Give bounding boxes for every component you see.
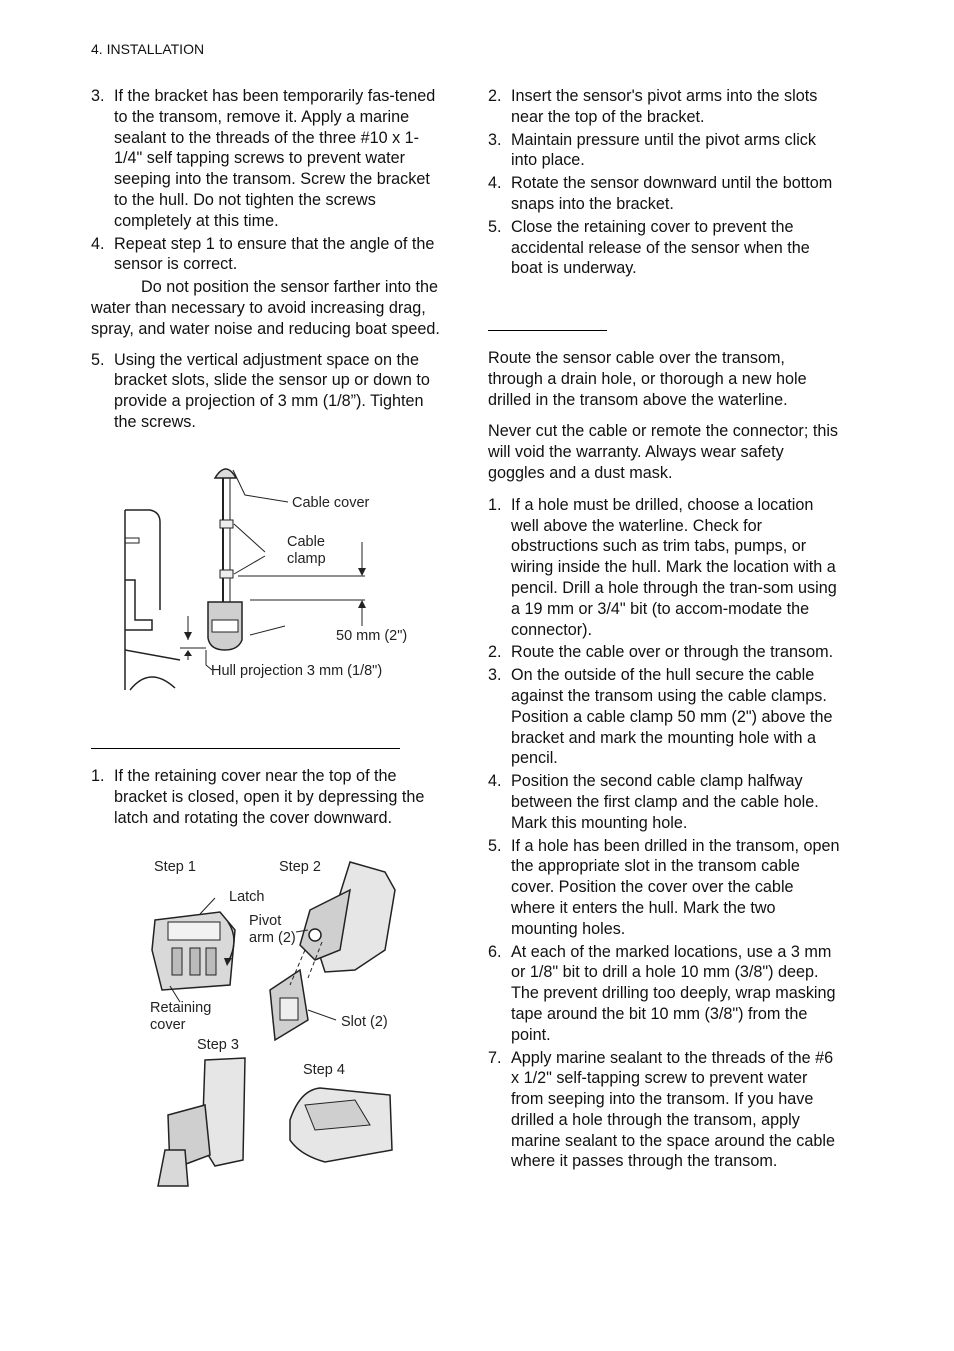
sensor-installation-steps-diagram	[140, 850, 410, 1190]
step-item	[91, 234, 443, 276]
left-column-lower	[91, 766, 443, 830]
step-text: Repeat step 1 to ensure that the angle of the sensor is correct.	[114, 234, 435, 274]
step-item	[488, 1048, 840, 1173]
step-number: 4.	[91, 234, 105, 253]
step-item	[488, 665, 840, 769]
section-header: 4. INSTALLATION	[91, 41, 205, 57]
step-number: 6.	[488, 942, 502, 961]
steps-list-right-b	[488, 495, 840, 1173]
label-step4: Step 4	[303, 1062, 345, 1078]
step-text: Maintain pressure until the pivot arms click into place.	[511, 130, 816, 170]
step-number: 5.	[91, 350, 105, 369]
label-cable-clamp-line1: Cable	[287, 534, 325, 550]
step-text: If a hole must be drilled, choose a location well above the waterline. Check for obstructions such as trim tabs, pumps, or wiring inside the hull. Mark the location with a pencil. Drill a hole through the tran-som using a 19 mm or 3/4" bit (to accom-modate the connector).	[511, 495, 837, 639]
right-column	[488, 86, 840, 281]
label-step2: Step 2	[279, 859, 321, 875]
step-item	[488, 173, 840, 215]
step-number: 3.	[488, 130, 502, 149]
sensor-mounting-diagram	[120, 460, 420, 692]
step-item	[488, 942, 840, 1046]
warning-paragraph: Never cut the cable or remote the connector; this will void the warranty. Always wear safety goggles and a dust mask.	[488, 422, 839, 482]
left-column	[91, 86, 443, 435]
step-text: At each of the marked locations, use a 3 mm or 1/8" bit to drill a hole 10 mm (3/8") deep. The prevent drilling too deeply, wrap masking tape around the bit 10 mm (3/8") from the point.	[511, 942, 836, 1044]
step-number: 5.	[488, 836, 502, 855]
label-pivot-line1: Pivot	[249, 913, 282, 929]
steps-list-b	[91, 350, 443, 433]
step-number: 2.	[488, 87, 502, 105]
label-50mm: 50 mm (2")	[336, 628, 408, 644]
step-text: Using the vertical adjustment space on the bracket slots, slide the sensor up or down to provide a projection of 3 mm (1/8”). Tighten the screws.	[114, 350, 430, 431]
label-retaining-line1: Retaining	[150, 1000, 212, 1016]
label-step1: Step 1	[154, 859, 196, 875]
step-number: 1.	[91, 767, 105, 785]
step-item	[488, 217, 840, 279]
steps-list-right-a	[488, 86, 840, 279]
step-text: If a hole has been drilled in the transom, open the appropriate slot in the transom cable cover. Position the cover over the cable where it enters the hull. Mark the two mounting holes.	[511, 836, 840, 938]
step-text: Position the second cable clamp halfway between the first clamp and the cable hole. Mark this mounting hole.	[511, 772, 819, 832]
step-text: On the outside of the hull secure the cable against the transom using the cable clamps. Position a cable clamp 50 mm (2") above the bracket and mark the mounting hole with a pencil.	[511, 666, 833, 768]
step-text: Apply marine sealant to the threads of the #6 x 1/2" self-tapping screw to prevent water from seeping into the transom. If you have drilled a hole through the transom, apply marine sealant to the space around the cable where it passes through the transom.	[511, 1048, 835, 1171]
step-item	[91, 766, 443, 828]
section-divider-right	[488, 330, 607, 331]
step-number: 4.	[488, 772, 502, 791]
section-divider-left	[91, 748, 400, 749]
step-number: 3.	[91, 87, 105, 105]
step-item	[488, 495, 840, 641]
label-retaining-line2: cover	[150, 1017, 186, 1033]
step-item	[488, 836, 840, 940]
step-text: If the bracket has been temporarily fas-tened to the transom, remove it. Apply a marine sealant to the threads of the three #10 x 1-1/4" self tapping screws to prevent water seeping into the transom. Screw the bracket to the hull. Do not tighten the screws completely at this time.	[114, 87, 436, 230]
right-column-lower	[488, 348, 840, 1174]
label-cable-clamp-line2: clamp	[287, 551, 326, 567]
note-text: Do not position the sensor farther into the water than necessary to avoid increasing drag, spray, and water noise and reducing boat speed.	[91, 278, 440, 338]
step-number: 7.	[488, 1048, 502, 1067]
label-slot: Slot (2)	[341, 1014, 388, 1030]
step-number: 3.	[488, 666, 502, 685]
step-item	[91, 86, 443, 232]
step-text: Close the retaining cover to prevent the accidental release of the sensor when the boat is underway.	[511, 217, 810, 278]
step-text: Rotate the sensor downward until the bottom snaps into the bracket.	[511, 174, 833, 213]
step-item	[488, 771, 840, 833]
step-item	[488, 642, 840, 663]
step-item	[488, 86, 840, 128]
label-pivot-line2: arm (2)	[249, 930, 296, 946]
routing-paragraph: Route the sensor cable over the transom, through a drain hole, or thorough a new hole drilled in the transom above the waterline.	[488, 349, 807, 409]
caution-note	[91, 277, 443, 339]
label-step3: Step 3	[197, 1037, 239, 1053]
step-number: 4.	[488, 174, 502, 193]
steps-list-a	[91, 86, 443, 275]
step-item	[91, 350, 443, 433]
step-text: Insert the sensor's pivot arms into the slots near the top of the bracket.	[511, 87, 818, 126]
step-text: Route the cable over or through the transom.	[511, 643, 834, 662]
step-number: 2.	[488, 643, 502, 662]
label-hull-projection: Hull projection 3 mm (1/8")	[211, 663, 383, 679]
step-item	[488, 130, 840, 172]
label-latch: Latch	[229, 889, 265, 905]
step-text: If the retaining cover near the top of the bracket is closed, open it by depressing the latch and rotating the cover downward.	[114, 767, 425, 827]
steps-list-c	[91, 766, 443, 828]
step-number: 1.	[488, 495, 502, 514]
step-number: 5.	[488, 217, 502, 236]
label-cable-cover: Cable cover	[292, 495, 370, 511]
